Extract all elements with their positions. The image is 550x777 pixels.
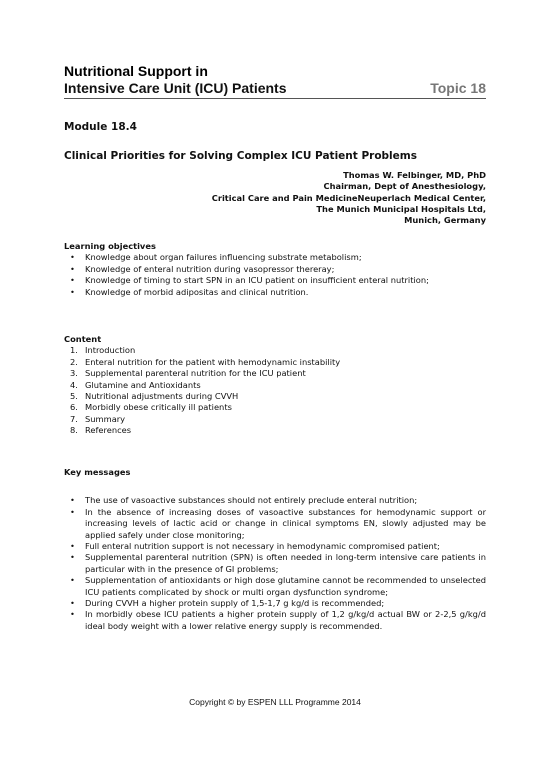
item-number: 4. <box>70 379 78 390</box>
list-item <box>64 345 486 356</box>
author-location: Munich, Germany <box>404 215 486 226</box>
item-text: Supplemental parenteral nutrition for the ICU patient <box>85 368 306 379</box>
list-item <box>64 402 486 413</box>
key-messages-heading: Key messages <box>64 467 131 477</box>
author-block <box>150 170 486 226</box>
item-number: 3. <box>70 368 78 379</box>
header-divider <box>64 98 486 99</box>
author-affiliation-line: The Munich Municipal Hospitals Ltd, <box>316 203 486 214</box>
list-item <box>64 414 486 425</box>
list-item: • Knowledge of enteral nutrition during vasopressor thereray; <box>64 264 486 275</box>
list-item <box>64 368 486 379</box>
header-title-line2: Intensive Care Unit (ICU) Patients <box>64 80 287 96</box>
key-messages-section <box>64 467 486 632</box>
item-text: Nutritional adjustments during CVVH <box>85 391 239 402</box>
list-item: • In the absence of increasing doses of vasoactive substances for hemodynamic support or increasing levels of lactic acid or change in clinical symptoms EN, slowly adjusted may be applied safely under close monitoring; <box>64 507 486 541</box>
list-item <box>64 357 486 368</box>
content-section <box>64 334 486 437</box>
author-affiliation-line: Critical Care and Pain MedicineNeuperlach Medical Center, <box>211 192 486 203</box>
content-list <box>64 345 486 436</box>
list-item: • Supplemental parenteral nutrition (SPN) is often needed in long-term intensive care patients in particular with in the presence of GI problems; <box>64 552 486 575</box>
list-item: • In morbidly obese ICU patients a higher protein supply of 1,2 g/kg/d actual BW or 2-2,5 g/kg/d ideal body weight with a lower relative energy supply is recommended. <box>64 609 486 632</box>
item-number: 2. <box>70 356 78 367</box>
item-number: 8. <box>70 425 78 436</box>
item-text: Summary <box>85 413 126 424</box>
item-number: 1. <box>70 345 78 356</box>
spacer <box>64 478 486 495</box>
key-messages-list <box>64 495 486 632</box>
content-heading: Content <box>64 334 102 344</box>
list-item: • Knowledge of timing to start SPN in an ICU patient on insufficient enteral nutrition; <box>64 275 486 286</box>
list-item: • The use of vasoactive substances should not entirely preclude enteral nutrition; <box>64 495 486 506</box>
item-number: 5. <box>70 391 78 402</box>
author-affiliation-line: Chairman, Dept of Anesthesiology, <box>323 181 486 192</box>
header-title-line1: Nutritional Support in <box>64 63 208 79</box>
header-title-row <box>64 79 486 97</box>
list-item: • During CVVH a higher protein supply of 1,5-1,7 g kg/d is recommended; <box>64 598 486 609</box>
item-text: Morbidly obese critically ill patients <box>85 402 232 413</box>
document-header <box>64 63 486 99</box>
list-item <box>64 380 486 391</box>
item-text: References <box>85 425 132 436</box>
list-item <box>64 425 486 436</box>
learning-objectives-list <box>64 252 486 298</box>
list-item: • Full enteral nutrition support is not necessary in hemodynamic compromised patient; <box>64 541 486 552</box>
module-number: Module 18.4 <box>64 121 137 133</box>
item-number: 6. <box>70 402 78 413</box>
list-item: • Knowledge of morbid adipositas and clinical nutrition. <box>64 287 486 298</box>
author-name: Thomas W. Felbinger, MD, PhD <box>343 170 486 180</box>
item-number: 7. <box>70 413 78 424</box>
item-text: Enteral nutrition for the patient with hemodynamic instability <box>85 356 341 367</box>
learning-objectives-section <box>64 241 486 298</box>
learning-objectives-heading: Learning objectives <box>64 241 156 251</box>
module-title: Clinical Priorities for Solving Complex ICU Patient Problems <box>64 150 417 162</box>
list-item: • Knowledge about organ failures influencing substrate metabolism; <box>64 252 486 263</box>
item-text: Glutamine and Antioxidants <box>85 379 201 390</box>
topic-label: Topic 18 <box>430 80 486 96</box>
item-text: Introduction <box>85 345 136 356</box>
copyright-footer: Copyright © by ESPEN LLL Programme 2014 <box>189 697 361 707</box>
list-item <box>64 391 486 402</box>
list-item: • Supplementation of antioxidants or high dose glutamine cannot be recommended to unselected ICU patients complicated by shock or multi organ dysfunction syndrome; <box>64 575 486 598</box>
